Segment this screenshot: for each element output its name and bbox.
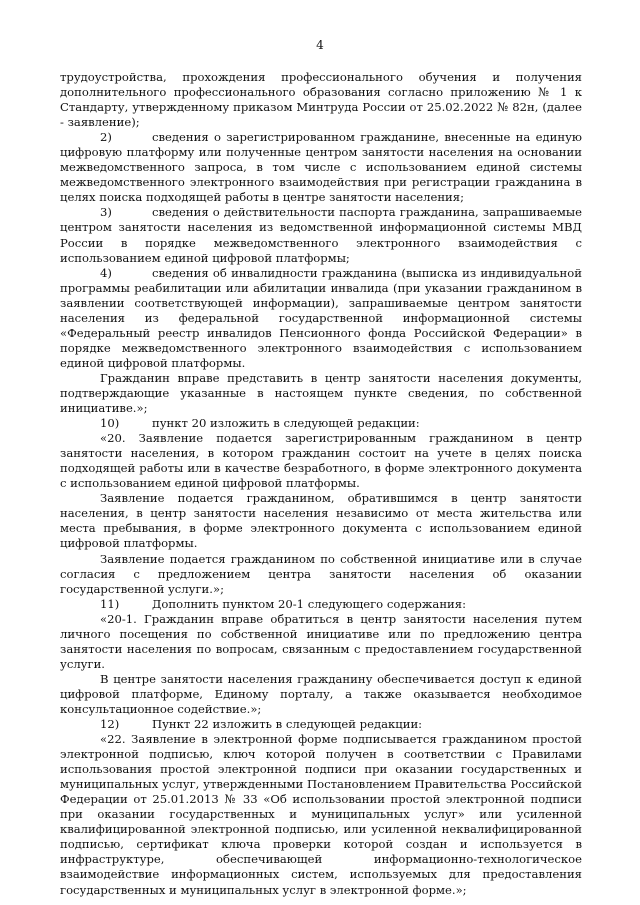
paragraph-text: сведения о действительности паспорта гражданина, запрашиваемые центром занятости населения из ведомственной информационной системы МВД России в порядке межведомственного электронного взаимодействия с использованием единой цифровой платформы;	[60, 205, 582, 265]
paragraph	[60, 552, 582, 597]
paragraph	[60, 597, 582, 612]
paragraph-text: сведения об инвалидности гражданина (выписка из индивидуальной программы реабилитации или абилитации инвалида (при указании гражданином в заявлении соответствующей информации), запрашиваемые центром занятости населения из федеральной государственной информационной системы «Федеральный реестр инвалидов Пенсионного фонда Российской Федерации» в порядке межведомственного электронного взаимодействия с использованием единой цифровой платформы.	[60, 265, 582, 370]
paragraph	[60, 371, 582, 416]
page-number: 4	[316, 38, 324, 52]
paragraph-text: Заявление подается гражданином, обратившимся в центр занятости населения, в центр занятости населения независимо от места жительства или места пребывания, в форме электронного документа с использованием единой цифровой платформы.	[60, 491, 582, 551]
item-number: 12)	[100, 717, 120, 732]
paragraph	[60, 205, 582, 265]
paragraph	[60, 431, 582, 491]
paragraph	[60, 717, 582, 732]
paragraph	[60, 672, 582, 717]
paragraph-text: «20. Заявление подается зарегистрированным гражданином в центр занятости населения, в котором гражданин состоит на учете в целях поиска подходящей работы или в качестве безработного, в форме электронного документа с использованием единой цифровой платформы.	[60, 431, 582, 491]
item-number: 4)	[100, 265, 112, 280]
item-number: 10)	[100, 416, 120, 431]
paragraph-text: Заявление подается гражданином по собственной инициативе или в случае согласия с предложением центра занятости населения об оказании государственной услуги.»;	[60, 551, 582, 596]
paragraph	[60, 130, 582, 205]
document-body	[60, 70, 582, 898]
paragraph	[60, 732, 582, 898]
item-number: 3)	[100, 205, 112, 220]
paragraph-text: В центре занятости населения гражданину обеспечивается доступ к единой цифровой платформе, Единому порталу, а также оказывается необходимое консультационное содействие.»;	[60, 671, 582, 716]
paragraph	[60, 266, 582, 371]
paragraph-text: Гражданин вправе представить в центр занятости населения документы, подтверждающие указанные в настоящем пункте сведения, по собственной инициативе.»;	[60, 370, 582, 416]
paragraph-text: пункт 20 изложить в следующей редакции:	[152, 416, 420, 431]
paragraph-text: «20-1. Гражданин вправе обратиться в центр занятости населения путем личного посещения по собственной инициативе или по предложению центра занятости населения по вопросам, связанным с предоставлением государственной услуги.	[60, 611, 582, 671]
paragraph-text: «22. Заявление в электронной форме подписывается гражданином простой электронной подписью, ключ которой получен в соответствии с Правилами использования простой электронной подписи при оказании государственных и муниципальных услуг, утвержденными Постановлением Правительства Российской Федерации от 25.01.2013 № 33 «Об использовании простой электронной подписи при оказании государственных и муниципальных услуг» или усиленной квалифицированной электронной подписью, или усиленной неквалифицированной подписью, сертификат ключа проверки которой создан и используется в инфраструктуре, обеспечивающей информационно-технологическое взаимодействие информационных систем, используемых для предоставления государственных и муниципальных услуг в электронной форме.»;	[60, 732, 582, 897]
paragraph-text: Пункт 22 изложить в следующей редакции:	[152, 717, 423, 732]
paragraph	[60, 612, 582, 672]
paragraph-text: сведения о зарегистрированном гражданине, внесенные на единую цифровую платформу или полученные центром занятости населения на основании межведомственного запроса, в том числе с использованием единой системы межведомственного электронного взаимодействия при регистрации гражданина в целях поиска подходящей работы в центре занятости населения;	[60, 130, 582, 205]
paragraph-text: трудоустройства, прохождения профессионального обучения и получения дополнительного профессионального образования согласно приложению № 1 к Стандарту, утвержденному приказом Минтруда России от 25.02.2022 № 82н, (далее - заявление);	[60, 70, 582, 130]
paragraph	[60, 491, 582, 551]
paragraph-text: Дополнить пунктом 20-1 следующего содержания:	[152, 596, 466, 611]
paragraph	[60, 70, 582, 130]
paragraph	[60, 416, 582, 431]
item-number: 11)	[100, 596, 120, 611]
item-number: 2)	[100, 130, 112, 145]
